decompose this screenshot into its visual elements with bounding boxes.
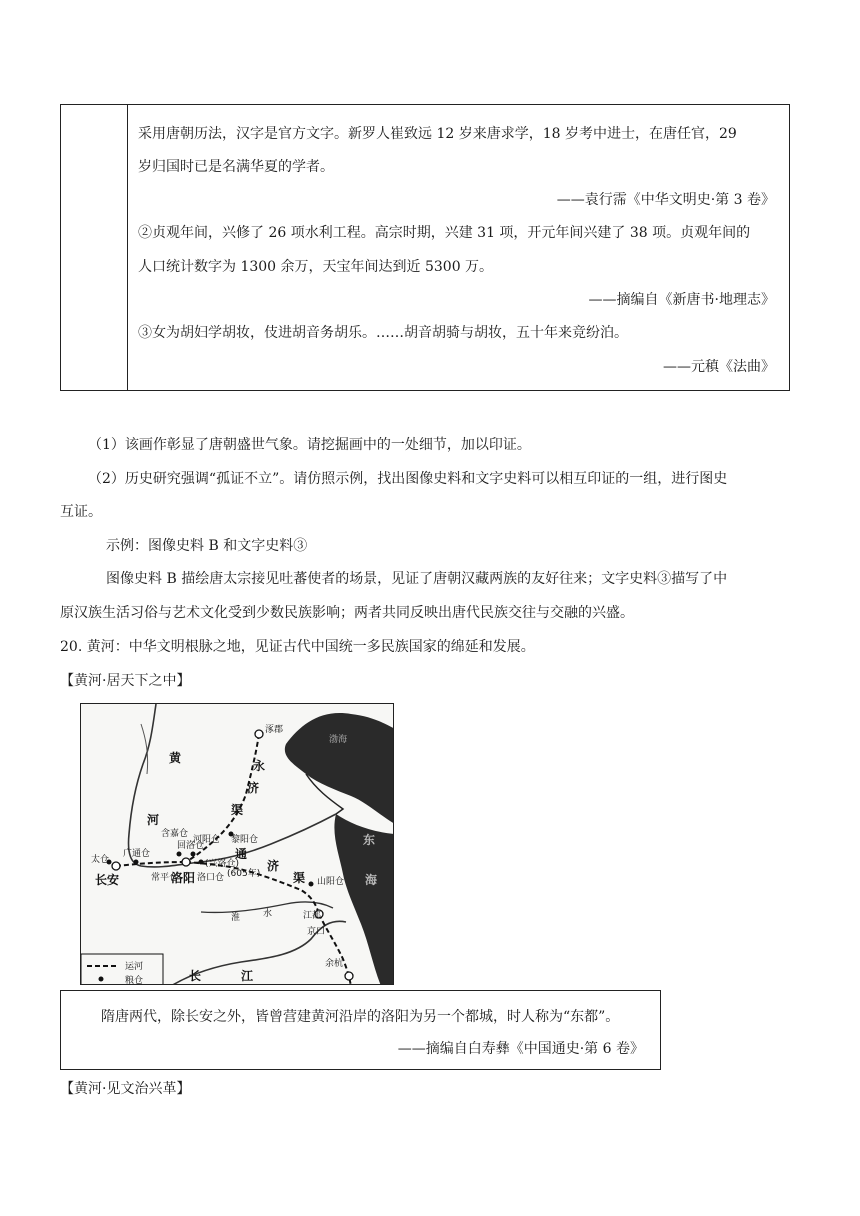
table-line-4: 人口统计数字为 1300 余万，天宝年间达到近 5300 万。 — [138, 259, 494, 275]
table-line-5: ③女为胡妇学胡妆，伎进胡音务胡乐。……胡音胡骑与胡妆，五十年来竞纷泊。 — [138, 325, 628, 341]
example-line-1: 图像史料 B 描绘唐太宗接见吐蕃使者的场景，见证了唐朝汉藏两族的友好往来；文字史料③描写了中 — [106, 571, 728, 587]
changan-city-marker — [112, 862, 120, 870]
table-source-2: ——摘编自《新唐书·地理志》 — [588, 292, 775, 308]
map-label-xingluo: (兴洛仓) — [205, 859, 240, 869]
map-label-shui: 水 — [263, 909, 273, 919]
question-20-title: 20. 黄河：中华文明根脉之地，见证古代中国统一多民族国家的绵延和发展。 — [60, 639, 535, 655]
map-label-donghai-2: 海 — [365, 873, 378, 887]
map-label-liyang: 黎阳仓 — [231, 835, 259, 845]
table-source-1: ——袁行霈《中华文明史·第 3 卷》 — [556, 192, 775, 208]
legend-canal-label: 运河 — [125, 962, 144, 972]
quote-text: 隋唐两代，除长安之外，皆曾营建黄河沿岸的洛阳为另一个都城，时人称为“东都”。 — [101, 1009, 620, 1025]
map-label-shanyang: 山阳仓 — [317, 877, 345, 887]
section-heading-1: 【黄河·居天下之中】 — [60, 673, 191, 689]
map-label-donghai-1: 东 — [363, 833, 376, 847]
hanjia-granary-marker — [191, 852, 196, 857]
guangtong-granary-marker — [134, 860, 139, 865]
map-label-bohai: 渤海 — [329, 735, 348, 745]
map-label-jiang: 江 — [241, 969, 254, 983]
huiluo-granary-marker — [177, 852, 182, 857]
luokou-granary-marker — [199, 860, 204, 865]
map-label-huang: 黄 — [169, 751, 182, 765]
map-label-heyang: 河阳仓 — [193, 835, 221, 845]
grand-canal-map — [80, 703, 394, 985]
map-label-zhuojun: 涿郡 — [265, 725, 284, 735]
map-label-jiangdu: 江都 — [303, 911, 322, 921]
source-table — [60, 104, 790, 391]
map-legend — [81, 954, 163, 985]
shanyang-granary-marker — [309, 882, 314, 887]
table-line-1: 采用唐朝历法，汉字是官方文字。新罗人崔致远 12 岁来唐求学，18 岁考中进士，在唐任官，29 — [138, 126, 737, 142]
map-label-hanjia: 含嘉仓 — [161, 829, 189, 839]
map-label-changan: 长安 — [95, 873, 120, 887]
question-2-line-2: 互证。 — [60, 504, 102, 520]
table-column-divider — [127, 105, 128, 390]
table-line-2: 岁归国时已是名满华夏的学者。 — [138, 159, 334, 175]
quote-box — [60, 990, 661, 1070]
map-label-yuhang: 余杭 — [325, 959, 344, 969]
map-label-yongji-3: 渠 — [231, 803, 244, 817]
map-label-tongji-1: 通 — [235, 847, 248, 861]
map-label-tongji-3: 渠 — [293, 871, 306, 885]
luoyang-city-marker — [182, 858, 190, 866]
example-line-2: 原汉族生活习俗与艺术文化受到少数民族影响；两者共同反映出唐代民族交往与交融的兴盛。 — [60, 605, 634, 621]
section-heading-2: 【黄河·见文治兴革】 — [60, 1081, 191, 1097]
yuhang-city-marker — [345, 972, 353, 980]
zhuojun-city-marker — [255, 730, 263, 738]
example-title: 示例：图像史料 B 和文字史料③ — [106, 538, 308, 554]
map-label-luokou: 洛口仓 — [197, 873, 225, 883]
question-1: （1）该画作彰显了唐朝盛世气象。请挖掘画中的一处细节，加以印证。 — [88, 437, 531, 453]
table-source-3: ——元稹《法曲》 — [663, 359, 775, 375]
map-label-tongji-2: 济 — [267, 859, 280, 873]
map-label-year605: (605年) — [227, 869, 261, 879]
map-label-yongji-1: 永 — [253, 759, 266, 773]
map-label-changping: 常平仓 — [151, 873, 179, 883]
question-2-line-1: （2）历史研究强调“孤证不立”。请仿照示例，找出图像史料和文字史料可以相互印证的一组，进行图史 — [88, 471, 728, 487]
map-label-chang: 长 — [189, 969, 202, 983]
map-label-huai: 淮 — [231, 913, 241, 923]
quote-source: ——摘编自白寿彝《中国通史·第 6 卷》 — [397, 1041, 644, 1057]
map-label-luoyang: 洛阳 — [171, 871, 196, 885]
legend-granary-label: 粮仓 — [125, 976, 144, 985]
map-label-jingkou: 京口 — [307, 927, 326, 937]
table-line-3: ②贞观年间，兴修了 26 项水利工程。高宗时期，兴建 31 项，开元年间兴建了 38 项。贞观年间的 — [138, 225, 751, 241]
map-label-huiluo: 回洛仓 — [177, 841, 205, 851]
map-label-yongji-2: 济 — [247, 781, 260, 795]
map-label-guangtong: 广通仓 — [123, 849, 151, 859]
map-label-taicang: 太仓 — [91, 855, 110, 865]
map-canvas — [81, 704, 394, 985]
map-label-he: 河 — [147, 813, 160, 827]
